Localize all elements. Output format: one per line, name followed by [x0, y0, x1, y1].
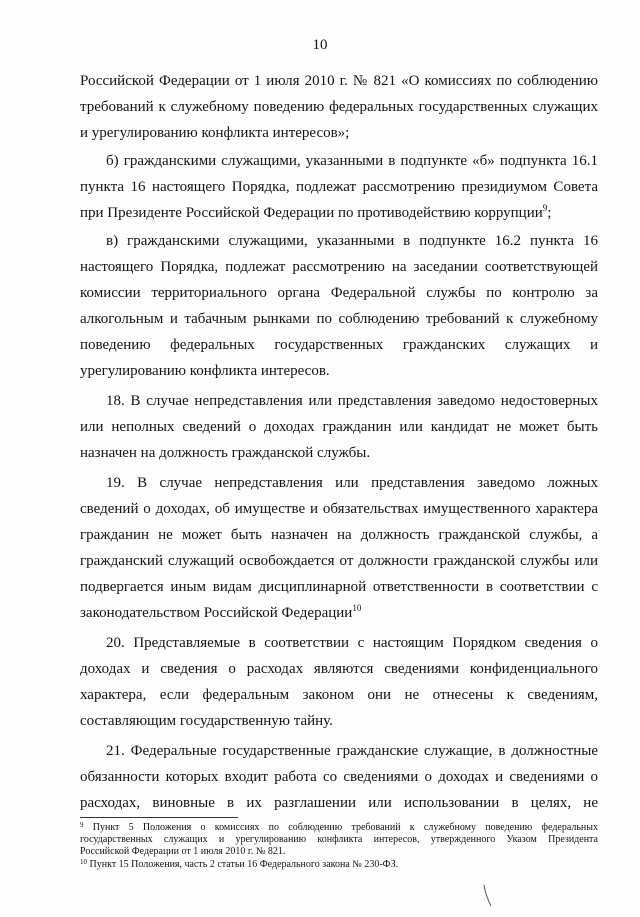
body-line: доходах и сведения о расходах являются сведениями конфиденциального [80, 661, 598, 677]
body-line: урегулированию конфликта интересов. [80, 363, 330, 379]
body-line: комиссии территориального органа Федеральной службы по контролю за [80, 285, 598, 301]
pen-stroke-mark [482, 884, 494, 908]
body-line: характера, если федеральным законом они не отнесены к сведениям, [80, 687, 598, 703]
body-line: подвергается иным видам дисциплинарной ответственности в соответствии с [80, 579, 598, 595]
footnote-ref-10: 10 [352, 603, 362, 613]
body-line: обязанности которых входит работа со сведениями о доходах и сведениями о [80, 769, 598, 785]
punctuation: ; [547, 205, 552, 221]
body-line: 20. Представляемые в соответствии с настоящим Порядком сведения о [106, 635, 598, 651]
body-line: 19. В случае непредставления или представления заведомо ложных [106, 475, 598, 491]
footnote-ref-9: 9 [542, 203, 548, 213]
footnote-line: Российской Федерации от 1 июля 2010 г. № 821. [80, 846, 286, 857]
body-line: настоящего Порядка, подлежат рассмотрению на заседании соответствующей [80, 259, 598, 275]
body-line: требований к служебному поведению федеральных государственных служащих [80, 99, 598, 115]
body-line: алкогольным и табачным рынками по соблюдению требований к служебному [80, 311, 598, 327]
body-line: поведению федеральных государственных гражданских служащих и [80, 337, 598, 353]
footnote-divider [80, 817, 238, 818]
body-line: гражданский служащий освобождается от должности гражданской службы или [80, 553, 598, 569]
body-line: расходах, виновные в их разглашении или использовании в целях, не [80, 795, 598, 811]
body-line-text: при Президенте Российской Федерации по противодействию коррупции [80, 205, 543, 221]
body-line: 18. В случае непредставления или представления заведомо недостоверных [106, 393, 598, 409]
body-line: или неполных сведений о доходах гражданин или кандидат не может быть [80, 419, 598, 435]
footnote-marker: 9 [80, 821, 84, 829]
body-line-text: законодательством Российской Федерации [80, 605, 353, 621]
body-line: 21. Федеральные государственные гражданские служащие, в должностные [106, 743, 598, 759]
footnote-line: государственных служащих и урегулированию конфликта интересов, утвержденного Указом Президента [80, 834, 598, 845]
footnote-9 [80, 822, 598, 834]
body-line-with-footnote [80, 604, 598, 622]
body-line: пункта 16 настоящего Порядка, подлежат рассмотрению президиумом Совета [80, 179, 598, 195]
body-line: сведений о доходах, об имуществе и обязательствах имущественного характера [80, 501, 598, 517]
body-line: б) гражданскими служащими, указанными в подпункте «б» подпункта 16.1 [106, 153, 598, 169]
body-line: составляющим государственную тайну. [80, 713, 333, 729]
footnote-10 [80, 859, 598, 871]
footnote-text: Пункт 5 Положения о комиссиях по соблюдению требований к служебному поведению федеральных [92, 822, 598, 833]
body-line: и урегулированию конфликта интересов»; [80, 125, 350, 141]
body-line: в) гражданскими служащими, указанными в подпункте 16.2 пункта 16 [106, 233, 598, 249]
body-line: гражданин не может быть назначен на должность гражданской службы, а [80, 527, 598, 543]
footnote-text: Пункт 15 Положения, часть 2 статьи 16 Федерального закона № 230-ФЗ. [89, 859, 399, 870]
footnote-marker: 10 [80, 858, 87, 866]
body-line: Российской Федерации от 1 июля 2010 г. № 821 «О комиссиях по соблюдению [80, 73, 598, 89]
body-line-with-footnote [80, 204, 598, 222]
body-line: назначен на должность гражданской службы. [80, 445, 371, 461]
page-number: 10 [312, 37, 328, 53]
